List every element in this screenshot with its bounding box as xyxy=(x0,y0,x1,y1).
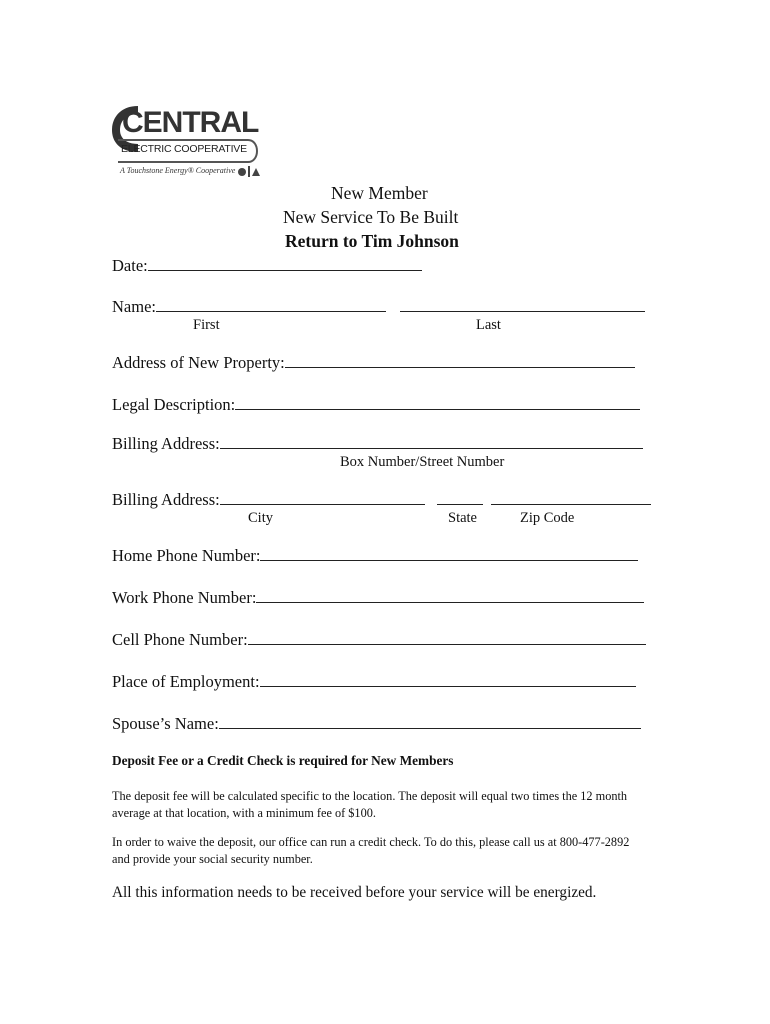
box-street-caption: Box Number/Street Number xyxy=(340,454,505,470)
last-caption: Last xyxy=(476,317,501,333)
spouse-label: Spouse’s Name: xyxy=(112,714,219,733)
legal-description-label: Legal Description: xyxy=(112,395,236,414)
billing-address-city-field xyxy=(112,490,651,510)
address-new-property-label: Address of New Property: xyxy=(112,353,285,372)
legal-description-field xyxy=(112,395,640,415)
logo-subtitle: ELECTRIC COOPERATIVE xyxy=(121,143,247,155)
cell-phone-input-line[interactable] xyxy=(248,630,646,645)
billing-address-label-2: Billing Address: xyxy=(112,490,220,509)
deposit-heading: Deposit Fee or a Credit Check is required for New Members xyxy=(112,753,454,768)
employment-input-line[interactable] xyxy=(260,672,636,687)
deposit-paragraph-2: In order to waive the deposit, our office can run a credit check. To do this, please call us at 800-477-2892 and provide your social security number. xyxy=(112,835,630,866)
work-phone-field xyxy=(112,588,644,608)
first-caption: First xyxy=(193,317,220,333)
address-new-property-input-line[interactable] xyxy=(285,353,635,368)
date-input-line[interactable] xyxy=(148,256,422,271)
employment-label: Place of Employment: xyxy=(112,672,260,691)
title-new-service: New Service To Be Built xyxy=(283,207,459,227)
work-phone-input-line[interactable] xyxy=(256,588,644,603)
state-caption: State xyxy=(448,510,477,526)
date-label: Date: xyxy=(112,256,148,275)
spouse-input-line[interactable] xyxy=(219,714,641,729)
name-label: Name: xyxy=(112,297,156,316)
billing-state-input-line[interactable] xyxy=(437,490,483,505)
billing-city-input-line[interactable] xyxy=(220,490,425,505)
name-field xyxy=(112,297,645,317)
work-phone-label: Work Phone Number: xyxy=(112,588,257,607)
city-caption: City xyxy=(248,510,273,526)
first-name-input-line[interactable] xyxy=(156,297,386,312)
billing-zip-input-line[interactable] xyxy=(491,490,651,505)
legal-description-input-line[interactable] xyxy=(235,395,640,410)
footer-note: All this information needs to be received before your service will be energized. xyxy=(112,884,597,901)
home-phone-label: Home Phone Number: xyxy=(112,546,261,565)
address-new-property-field xyxy=(112,353,635,373)
home-phone-field xyxy=(112,546,638,566)
title-return-to: Return to Tim Johnson xyxy=(285,231,459,251)
date-field xyxy=(112,256,422,276)
billing-address-label-1: Billing Address: xyxy=(112,434,220,453)
cell-phone-label: Cell Phone Number: xyxy=(112,630,248,649)
deposit-paragraph-1: The deposit fee will be calculated specific to the location. The deposit will equal two times the 12 month average at that location, with a minimum fee of $100. xyxy=(112,789,628,820)
central-electric-logo xyxy=(108,100,268,185)
touchstone-emblem-icon xyxy=(238,166,260,177)
title-new-member: New Member xyxy=(331,183,428,203)
spouse-field xyxy=(112,714,641,734)
billing-address-street-field xyxy=(112,434,643,454)
home-phone-input-line[interactable] xyxy=(260,546,638,561)
employment-field xyxy=(112,672,636,692)
logo-wordmark: CENTRAL xyxy=(122,106,259,139)
logo-tagline: A Touchstone Energy® Cooperative xyxy=(120,166,236,175)
cell-phone-field xyxy=(112,630,646,650)
billing-street-input-line[interactable] xyxy=(220,434,643,449)
zip-caption: Zip Code xyxy=(520,510,575,526)
last-name-input-line[interactable] xyxy=(400,297,645,312)
